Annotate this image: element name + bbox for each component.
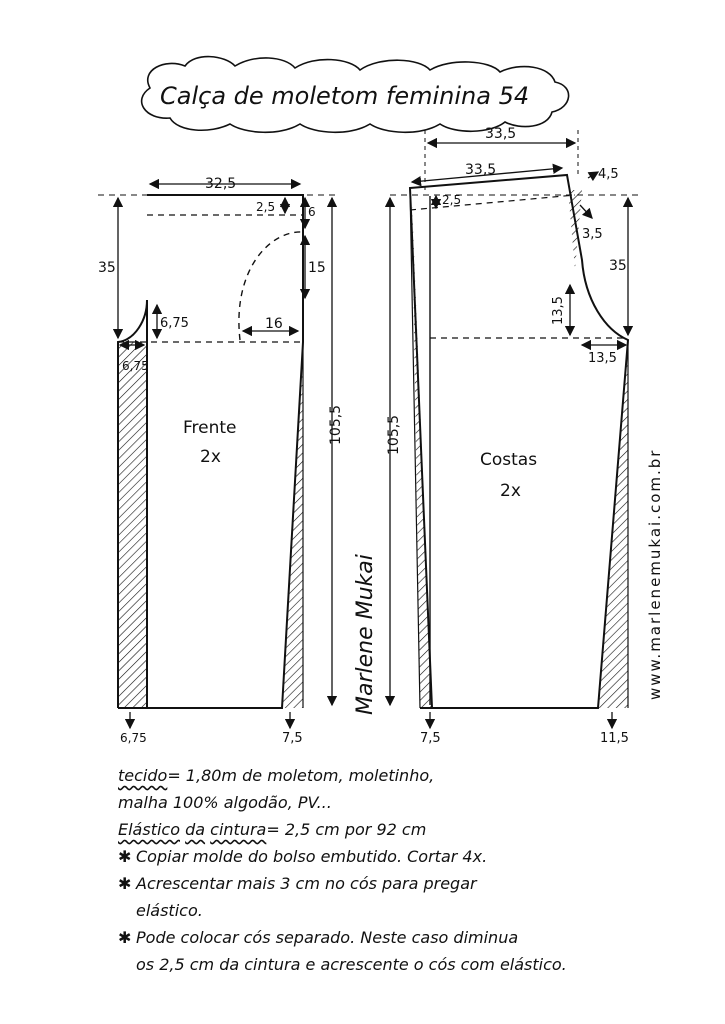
elastic-label-b: cintura (210, 820, 267, 839)
star-icon: ✱ (118, 847, 132, 866)
back-width-outer: 33,5 (485, 126, 517, 142)
fabric-text: = 1,80m de moletom, moletinho, (167, 766, 435, 785)
star-icon: ✱ (118, 928, 132, 947)
star-icon: ✱ (118, 874, 132, 893)
note-bullet-3 (118, 924, 718, 951)
back-label: Costas (480, 450, 538, 470)
bullet-3-text-b: os 2,5 cm da cintura e acrescente o cós com elástico. (136, 955, 567, 974)
back-count: 2x (500, 481, 521, 501)
elastic-label-mid: da (185, 820, 206, 839)
signature: Marlene Mukai (353, 554, 378, 715)
front-crotch-675-a: 6,75 (160, 316, 189, 331)
material-text: malha 100% algodão, PV... (118, 793, 332, 812)
back-hem-right: 11,5 (600, 731, 629, 746)
elastic-label-a: Elástico (118, 820, 180, 839)
back-length: 105,5 (386, 414, 402, 455)
back-hem-left: 7,5 (420, 731, 441, 746)
front-count: 2x (200, 447, 221, 467)
note-bullet-1 (118, 843, 718, 870)
note-bullet-3-cont (118, 951, 718, 978)
back-crotch-135-b: 13,5 (588, 351, 617, 366)
bullet-2-text-b: elástico. (136, 901, 203, 920)
back-right-35: 35 (609, 258, 627, 274)
note-bullet-2 (118, 870, 718, 897)
back-piece (390, 130, 640, 708)
bullet-1-text: Copiar molde do bolso embutido. Cortar 4x. (136, 847, 488, 866)
website-text: www.marlenemukai.com.br (646, 448, 664, 700)
front-side-15: 15 (308, 260, 326, 276)
fabric-label: tecido (118, 766, 168, 785)
front-side-6: 6 (308, 205, 316, 219)
diagram-title: Calça de moletom feminina 54 (160, 82, 530, 110)
back-waist-25: 2,5 (442, 193, 462, 207)
back-rise-45: 4,5 (598, 167, 619, 182)
notes-line-material (118, 789, 718, 816)
front-hem-left: 6,75 (120, 731, 147, 745)
notes-line-elastic (118, 816, 718, 843)
notes-block (118, 762, 718, 978)
front-left-hatch (118, 342, 147, 708)
back-top-hatch (568, 190, 582, 270)
note-bullet-2-cont (118, 897, 718, 924)
front-pocket-16: 16 (265, 316, 283, 332)
back-width-top: 33,5 (465, 162, 497, 178)
front-label: Frente (183, 418, 237, 438)
back-crotch-135-a: 13,5 (551, 296, 566, 325)
front-left-35: 35 (98, 260, 116, 276)
front-hem-right: 7,5 (282, 731, 303, 746)
front-waist-drop: 2,5 (256, 200, 276, 214)
notes-line-fabric (118, 762, 718, 789)
back-dart-35: 3,5 (582, 227, 603, 242)
front-width-top: 32,5 (205, 176, 237, 192)
elastic-text: = 2,5 cm por 92 cm (266, 820, 427, 839)
front-crotch-675-b: 6,75 (122, 359, 149, 373)
front-length: 105,5 (328, 404, 344, 445)
bullet-2-text-a: Acrescentar mais 3 cm no cós para pregar (136, 874, 477, 893)
bullet-3-text-a: Pode colocar cós separado. Neste caso diminua (136, 928, 519, 947)
